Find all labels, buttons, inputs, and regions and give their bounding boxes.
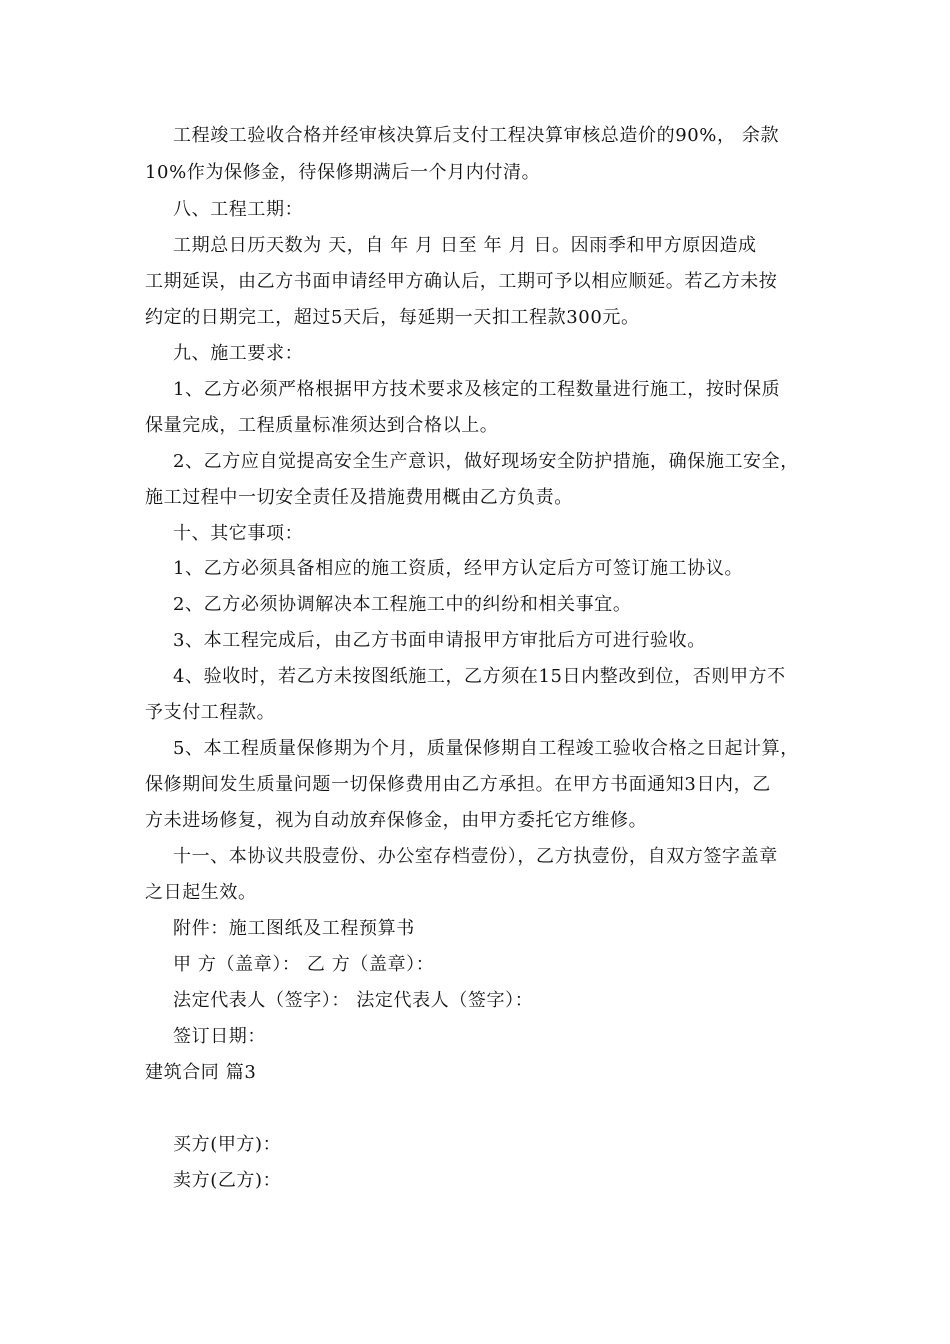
paragraph-payment-line-2: 10%作为保修金，待保修期满后一个月内付清。 xyxy=(145,162,541,183)
contract-section-title: 建筑合同 篇3 xyxy=(145,1062,257,1083)
signing-date-line: 签订日期： xyxy=(173,1026,266,1047)
other-item-5-line-3: 方未进场修复，视为自动放弃保修金，由甲方委托它方维修。 xyxy=(145,810,648,831)
requirement-2-line-1: 2、乙方应自觉提高安全生产意识，做好现场安全防护措施，确保施工安全， xyxy=(173,451,799,472)
seller-line: 卖方(乙方)： xyxy=(173,1170,282,1191)
other-item-2: 2、乙方必须协调解决本工程施工中的纠纷和相关事宜。 xyxy=(173,594,632,615)
section-heading-other: 十、其它事项： xyxy=(173,523,304,544)
section-effective-line-1: 十一、本协议共股壹份、办公室存档壹份），乙方执壹份，自双方签字盖章 xyxy=(173,846,778,867)
other-item-4-line-1: 4、验收时，若乙方未按图纸施工，乙方须在15日内整改到位，否则甲方不 xyxy=(173,666,786,687)
section-effective-line-2: 之日起生效。 xyxy=(145,882,257,903)
paragraph-payment-line-1: 工程竣工验收合格并经审核决算后支付工程决算审核总造价的90%， 余款 xyxy=(173,125,780,146)
requirement-1-line-2: 保量完成，工程质量标准须达到合格以上。 xyxy=(145,415,499,436)
signature-representatives-line: 法定代表人（签字）： 法定代表人（签字）： xyxy=(173,990,534,1011)
attachment-line: 附件：施工图纸及工程预算书 xyxy=(173,918,415,939)
paragraph-schedule-line-1: 工期总日历天数为 天，自 年 月 日至 年 月 日。因雨季和甲方原因造成 xyxy=(173,235,757,256)
signature-parties-line: 甲 方（盖章）： 乙 方（盖章）： xyxy=(173,954,435,975)
other-item-5-line-1: 5、本工程质量保修期为个月，质量保修期自工程竣工验收合格之日起计算， xyxy=(173,738,799,759)
paragraph-schedule-line-3: 约定的日期完工，超过5天后，每延期一天扣工程款300元。 xyxy=(145,307,640,328)
other-item-1: 1、乙方必须具备相应的施工资质，经甲方认定后方可签订施工协议。 xyxy=(173,558,744,579)
paragraph-schedule-line-2: 工期延误，由乙方书面申请经甲方确认后，工期可予以相应顺延。若乙方未按 xyxy=(145,271,778,292)
buyer-line: 买方(甲方)： xyxy=(173,1134,282,1155)
other-item-5-line-2: 保修期间发生质量问题一切保修费用由乙方承担。在甲方书面通知3日内，乙 xyxy=(145,774,771,795)
requirement-1-line-1: 1、乙方必须严格根据甲方技术要求及核定的工程数量进行施工，按时保质 xyxy=(173,379,781,400)
requirement-2-line-2: 施工过程中一切安全责任及措施费用概由乙方负责。 xyxy=(145,487,573,508)
section-heading-requirements: 九、施工要求： xyxy=(173,343,304,364)
other-item-4-line-2: 予支付工程款。 xyxy=(145,702,276,723)
section-heading-schedule: 八、工程工期： xyxy=(173,199,304,220)
other-item-3: 3、本工程完成后，由乙方书面申请报甲方审批后方可进行验收。 xyxy=(173,630,706,651)
